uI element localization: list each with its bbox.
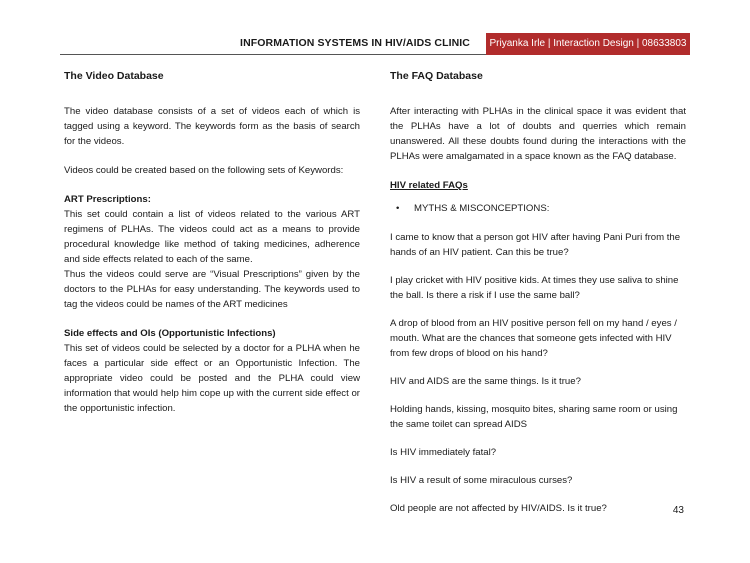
faq-intro-paragraph: After interacting with PLHAs in the clinical space it was evident that the PLHAs have a lot of doubts and querries which remain unanswered. All these doubts found during the interactions with the PLHAs were amalgamated in a space known as the FAQ database. <box>390 106 686 162</box>
faq-question: Holding hands, kissing, mosquito bites, sharing same room or using the same toilet can spread AIDS <box>390 404 678 430</box>
keywords-intro-paragraph: Videos could be created based on the following sets of Keywords: <box>64 165 344 176</box>
page-header <box>60 33 690 55</box>
art-paragraph-2: Thus the videos could serve are “Visual Prescriptions” given by the doctors to the PLHAs for easy understanding. The keywords used to tag the videos could be names of the ART medicines <box>64 269 360 310</box>
faq-question: Old people are not affected by HIV/AIDS. Is it true? <box>390 503 607 514</box>
video-database-heading: The Video Database <box>64 70 164 82</box>
faq-question: HIV and AIDS are the same things. Is it true? <box>390 376 581 387</box>
faq-database-heading: The FAQ Database <box>390 70 483 82</box>
side-effects-heading: Side effects and OIs (Opportunistic Infections) <box>64 328 276 339</box>
art-paragraph-1: This set could contain a list of videos related to the various ART regimens of PLHAs. The videos could act as a means to provide procedural knowledge like method of taking medicines, adherence and side effects related to each of the same. <box>64 209 360 265</box>
faq-question: Is HIV immediately fatal? <box>390 447 497 458</box>
video-intro-paragraph: The video database consists of a set of videos each of which is tagged using a keyword. The keywords form as the basis of search for the videos. <box>64 106 360 147</box>
faq-question: Is HIV a result of some miraculous curses? <box>390 475 573 486</box>
page-number: 43 <box>672 505 684 516</box>
left-column <box>64 68 360 416</box>
hiv-faqs-heading: HIV related FAQs <box>390 180 468 191</box>
right-column <box>390 68 686 529</box>
faq-question: A drop of blood from an HIV positive person fell on my hand / eyes / mouth. What are the chances that someone gets infected with HIV from few drops of blood on his hand? <box>390 318 677 359</box>
header-rule <box>60 54 486 55</box>
bullet-label: MYTHS & MISCONCEPTIONS: <box>414 203 550 214</box>
side-effects-paragraph: This set of videos could be selected by a doctor for a PLHA when he faces a particular side effect or an Opportunistic Infection. The appropriate video could be posted and the PLHA could view information that would help him cope up with the current side effect or the opportunistic infection. <box>64 343 360 414</box>
faq-question: I play cricket with HIV positive kids. At times they use saliva to shine the ball. Is there a risk if I use the same ball? <box>390 275 679 301</box>
header-title: INFORMATION SYSTEMS IN HIV/AIDS CLINIC <box>240 37 470 49</box>
faq-question: I came to know that a person got HIV after having Pani Puri from the hands of an HIV patient. Can this be true? <box>390 232 681 258</box>
bullet-dot-icon: • <box>396 203 400 214</box>
art-prescriptions-heading: ART Prescriptions: <box>64 194 151 205</box>
header-author-badge: Priyanka Irle | Interaction Design | 08633803 <box>486 33 690 55</box>
bullet-item <box>390 201 686 216</box>
